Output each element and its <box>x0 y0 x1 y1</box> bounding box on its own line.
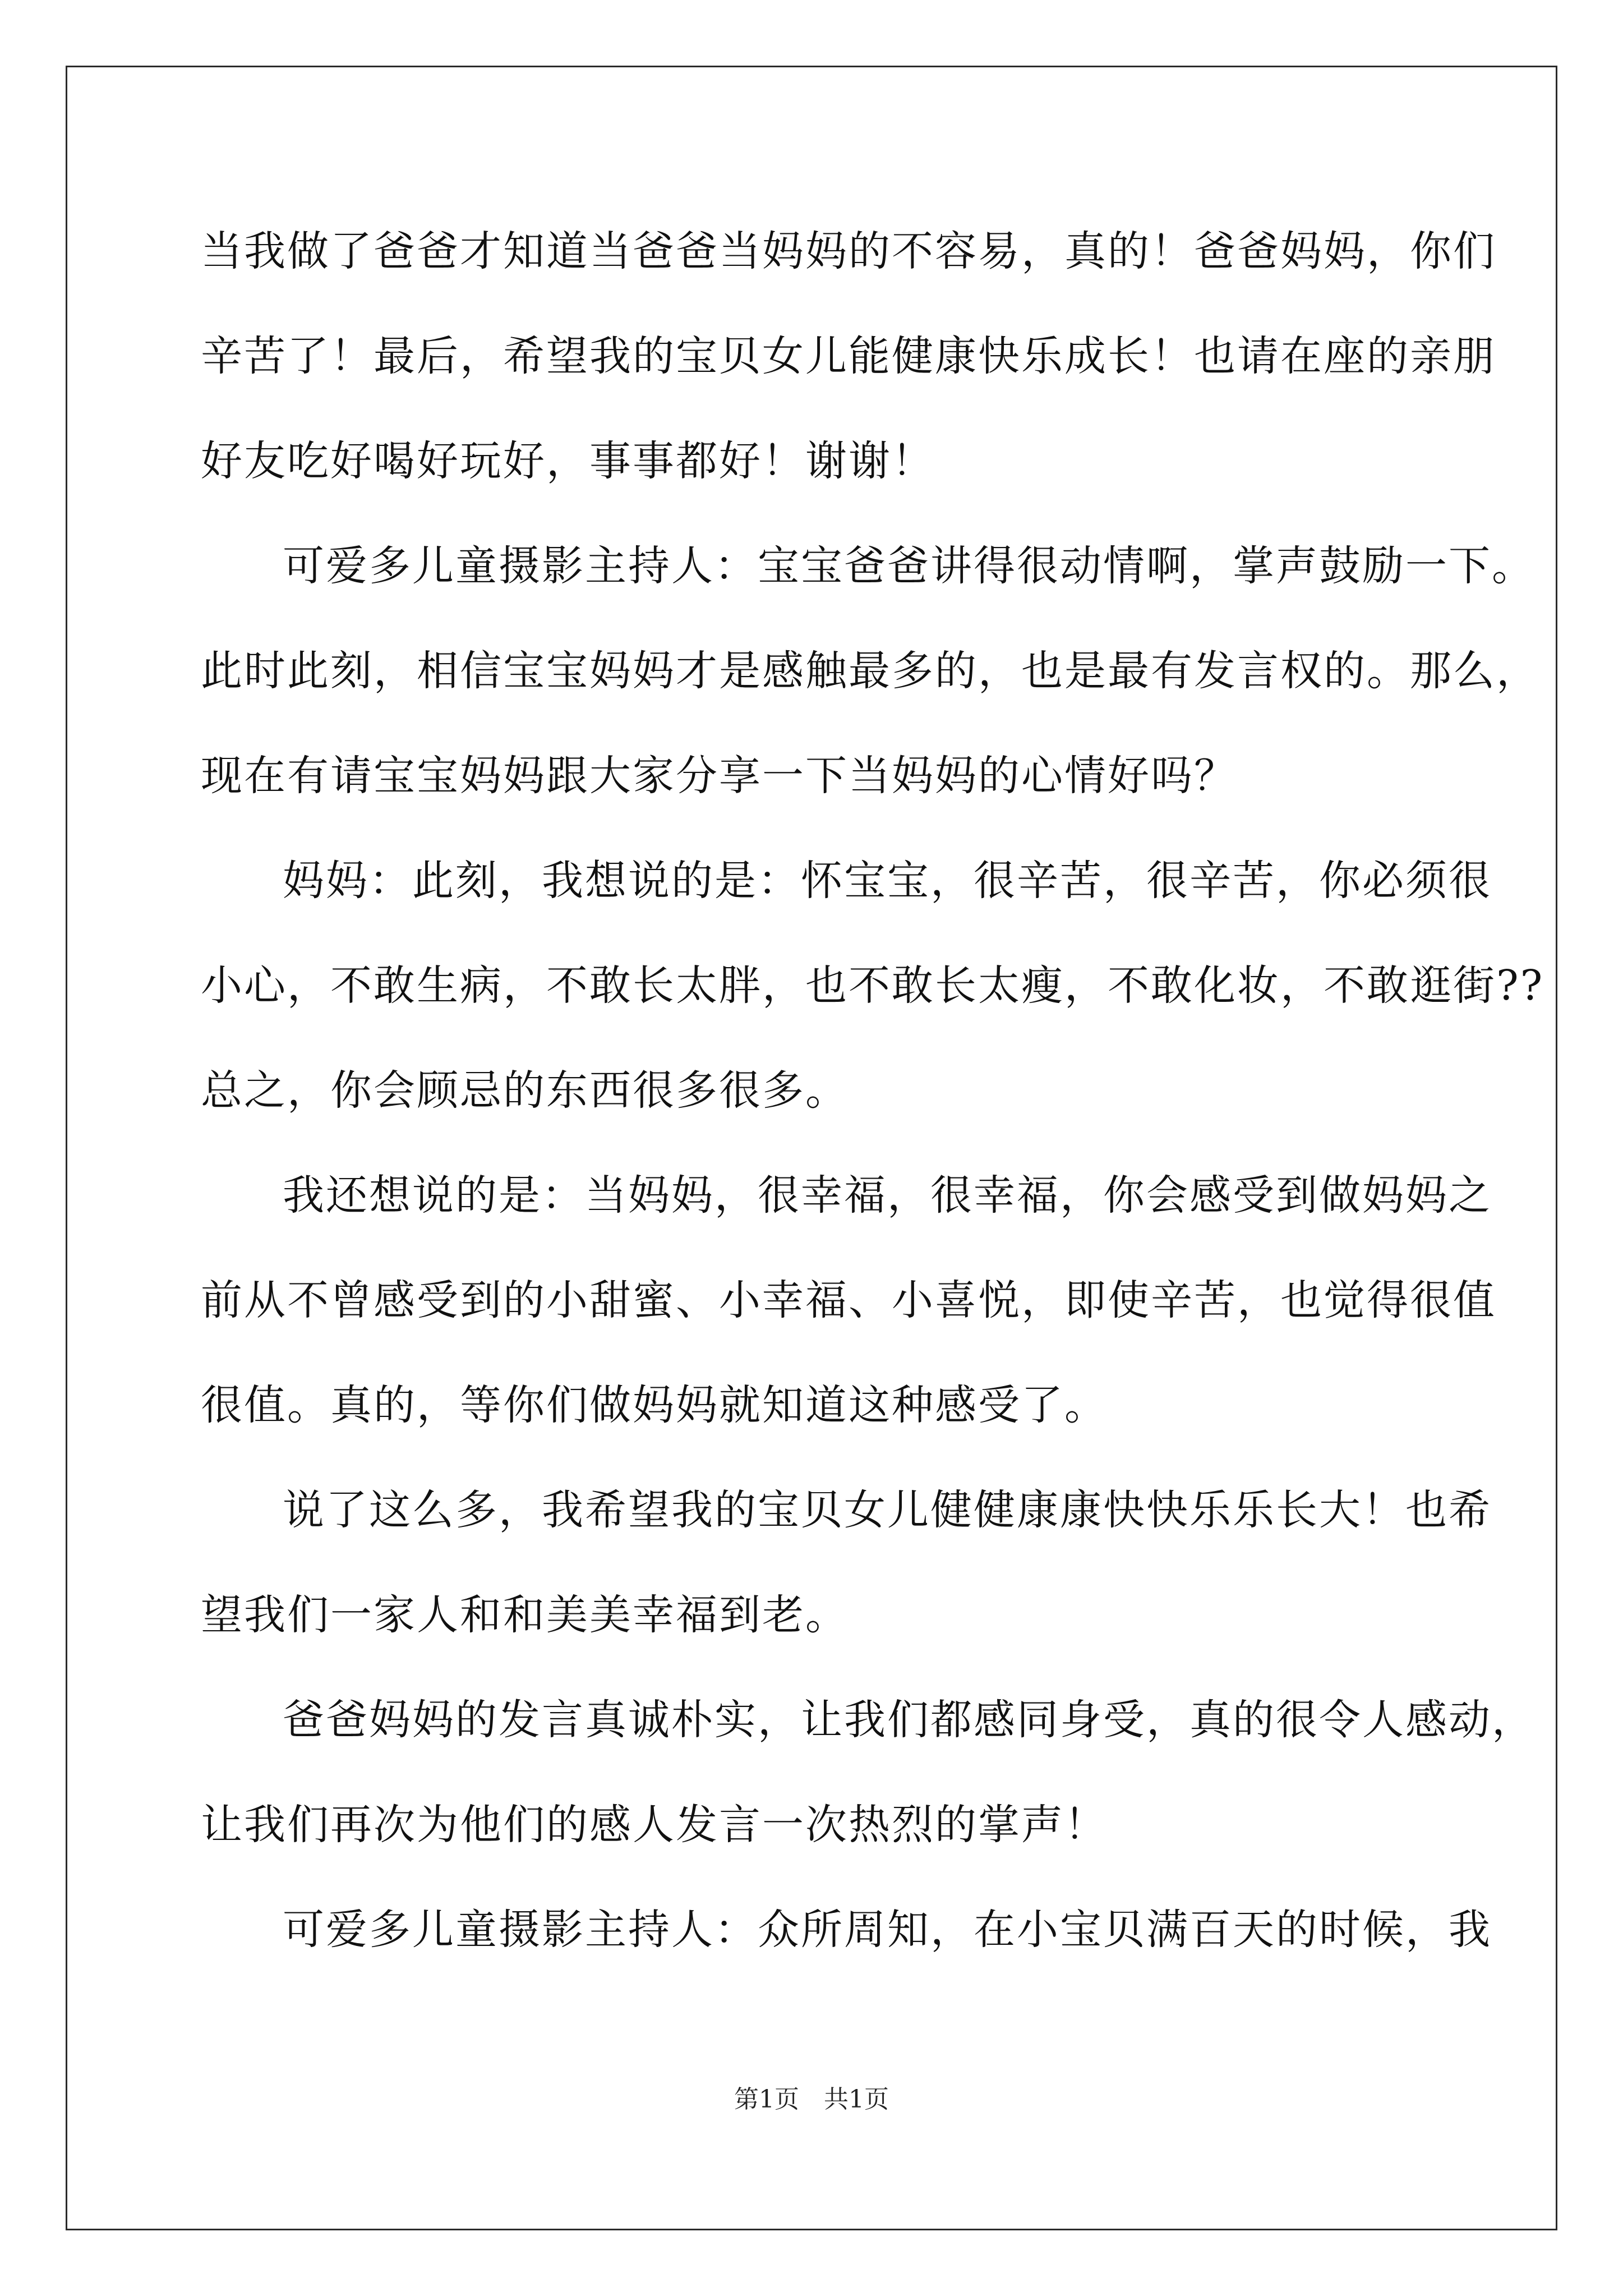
document-body <box>201 218 1544 2001</box>
text-line: 此时此刻，相信宝宝妈妈才是感触最多的，也是最有发言权的。那么， <box>201 647 1539 695</box>
text-line: 总之，你会顾忌的东西很多很多。 <box>201 1066 849 1115</box>
text-line: 可爱多儿童摄影主持人：众所周知，在小宝贝满百天的时候，我 <box>283 1906 1492 1954</box>
text-line: 让我们再次为他们的感人发言一次热烈的掌声！ <box>201 1801 1108 1849</box>
text-line: 很值。真的，等你们做妈妈就知道这种感受了。 <box>201 1381 1108 1429</box>
text-line: 我还想说的是：当妈妈，很幸福，很幸福，你会感受到做妈妈之 <box>283 1171 1492 1220</box>
text-line: 好友吃好喝好玩好，事事都好！谢谢！ <box>201 437 935 485</box>
text-line: 辛苦了！最后，希望我的宝贝女儿能健康快乐成长！也请在座的亲朋 <box>201 332 1496 380</box>
text-line: 可爱多儿童摄影主持人：宝宝爸爸讲得很动情啊，掌声鼓励一下。 <box>283 542 1535 590</box>
text-line: 小心，不敢生病，不敢长太胖，也不敢长太瘦，不敢化妆，不敢逛街?? <box>201 961 1544 1010</box>
page-number-label: 第1页 共1页 <box>734 2085 889 2114</box>
text-line: 妈妈：此刻，我想说的是：怀宝宝，很辛苦，很辛苦，你必须很 <box>283 857 1492 905</box>
text-line: 现在有请宝宝妈妈跟大家分享一下当妈妈的心情好吗？ <box>201 752 1237 800</box>
page-footer <box>0 2083 1623 2116</box>
text-line: 说了这么多，我希望我的宝贝女儿健健康康快快乐乐长大！也希 <box>283 1486 1492 1534</box>
text-line: 望我们一家人和和美美幸福到老。 <box>201 1591 849 1639</box>
text-line: 当我做了爸爸才知道当爸爸当妈妈的不容易，真的！爸爸妈妈，你们 <box>201 227 1496 275</box>
text-line: 前从不曾感受到的小甜蜜、小幸福、小喜悦，即使辛苦，也觉得很值 <box>201 1276 1496 1324</box>
text-line: 爸爸妈妈的发言真诚朴实，让我们都感同身受，真的很令人感动， <box>283 1696 1535 1744</box>
